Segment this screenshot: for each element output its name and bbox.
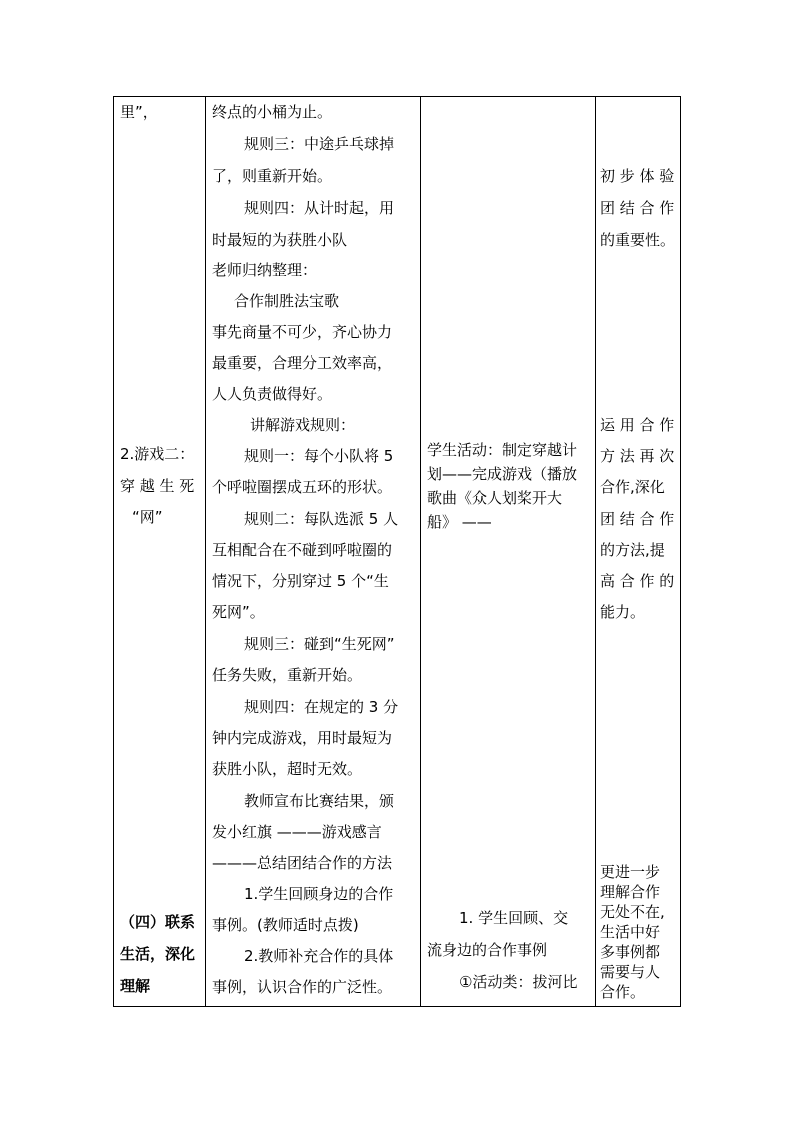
teacher-text-line: 终点的小桶为止。 — [212, 103, 333, 121]
intent-line: 团 结 合 作 — [600, 510, 675, 528]
intent-line: 初 步 体 验 — [600, 167, 675, 185]
teacher-text-line: 2.教师补充合作的具体 — [244, 947, 394, 965]
student-review-line: 1. 学生回顾、交 — [459, 909, 569, 927]
student-review-line: ①活动类：拔河比 — [459, 973, 578, 991]
intent-line: 多事例都 — [600, 943, 661, 961]
teacher-text-line: 人人负责做得好。 — [212, 385, 333, 403]
teacher-text-line: 互相配合在不碰到呼啦圈的 — [212, 541, 393, 559]
student-review-line: 流身边的合作事例 — [427, 941, 548, 959]
teacher-text-line: 了，则重新开始。 — [212, 167, 333, 185]
teacher-text-line: 老师归纳整理： — [212, 261, 318, 279]
teacher-text-line: 讲解游戏规则： — [250, 416, 356, 434]
intent-line: 团 结 合 作 — [600, 199, 675, 217]
teacher-text-line: 规则四：从计时起，用 — [244, 199, 395, 217]
teacher-text-line: 合作制胜法宝歌 — [234, 292, 340, 310]
teacher-text-line: 死网”。 — [212, 603, 265, 621]
teacher-text-line: 个呼啦圈摆成五环的形状。 — [212, 478, 393, 496]
teacher-text-line: 规则三：碰到“生死网” — [244, 635, 395, 653]
intent-line: 方 法 再 次 — [600, 447, 675, 465]
teacher-text-line: ———总结团结合作的方法 — [212, 854, 393, 872]
intent-line: 高 合 作 的 — [600, 572, 675, 590]
teacher-text-line: 最重要，合理分工效率高， — [212, 354, 393, 372]
teacher-text-line: 规则四：在规定的 3 分 — [244, 698, 399, 716]
intent-line: 生活中好 — [600, 923, 661, 941]
intent-line: 无处不在, — [600, 903, 665, 921]
student-activity-line: 歌曲《众人划桨开大 — [427, 489, 563, 507]
intent-line: 需要与人 — [600, 963, 661, 981]
intent-line: 的重要性。 — [600, 231, 676, 249]
intent-line: 更进一步 — [600, 863, 661, 881]
teacher-activity-column — [206, 97, 420, 1006]
teacher-text-line: 1.学生回顾身边的合作 — [244, 885, 394, 903]
intent-line: 运 用 合 作 — [600, 416, 675, 434]
teacher-text-line: 规则三：中途乒乓球掉 — [244, 135, 395, 153]
teacher-text-line: 规则一：每个小队将 5 — [244, 447, 394, 465]
teacher-text-line: 获胜小队，超时无效。 — [212, 760, 363, 778]
student-activity-line: 学生活动：制定穿越计 — [427, 441, 578, 459]
teacher-text-line: 事先商量不可少，齐心协力 — [212, 323, 393, 341]
intent-line: 合作,深化 — [600, 478, 665, 496]
lesson-plan-table — [113, 96, 681, 1007]
teacher-text-line: 教师宣布比赛结果，颁 — [244, 792, 395, 810]
teacher-text-line: 任务失败，重新开始。 — [212, 666, 363, 684]
teacher-text-line: 事例。(教师适时点拨) — [212, 916, 359, 934]
teacher-text-line: 钟内完成游戏，用时最短为 — [212, 729, 393, 747]
student-activity-column — [421, 97, 595, 1006]
teacher-text-line: 情况下，分别穿过 5 个“生 — [212, 572, 389, 590]
stage-game2-line: 2.游戏二： — [120, 445, 195, 463]
teacher-text-line: 时最短的为获胜小队 — [212, 231, 348, 249]
stage-continued-text: 里”， — [120, 103, 158, 121]
stage-game2-line: 穿 越 生 死 — [120, 477, 195, 495]
teacher-text-line: 发小红旗 ———游戏感言 — [212, 823, 382, 841]
intent-line: 能力。 — [600, 603, 646, 621]
stage-section4-line: 理解 — [120, 977, 151, 995]
intent-line: 理解合作 — [600, 883, 661, 901]
stage-column — [114, 97, 205, 1006]
design-intent-column — [596, 97, 680, 1006]
intent-line: 的方法,提 — [600, 541, 665, 559]
teacher-text-line: 规则二：每队选派 5 人 — [244, 510, 399, 528]
student-activity-line: 船》 —— — [427, 513, 492, 531]
student-activity-line: 划——完成游戏（播放 — [427, 465, 578, 483]
intent-line: 合作。 — [600, 983, 646, 1001]
teacher-text-line: 事例，认识合作的广泛性。 — [212, 978, 393, 996]
stage-section4-line: 生活，深化 — [120, 945, 196, 963]
stage-game2-line: “网” — [132, 508, 163, 526]
stage-section4-line: （四）联系 — [120, 913, 196, 931]
